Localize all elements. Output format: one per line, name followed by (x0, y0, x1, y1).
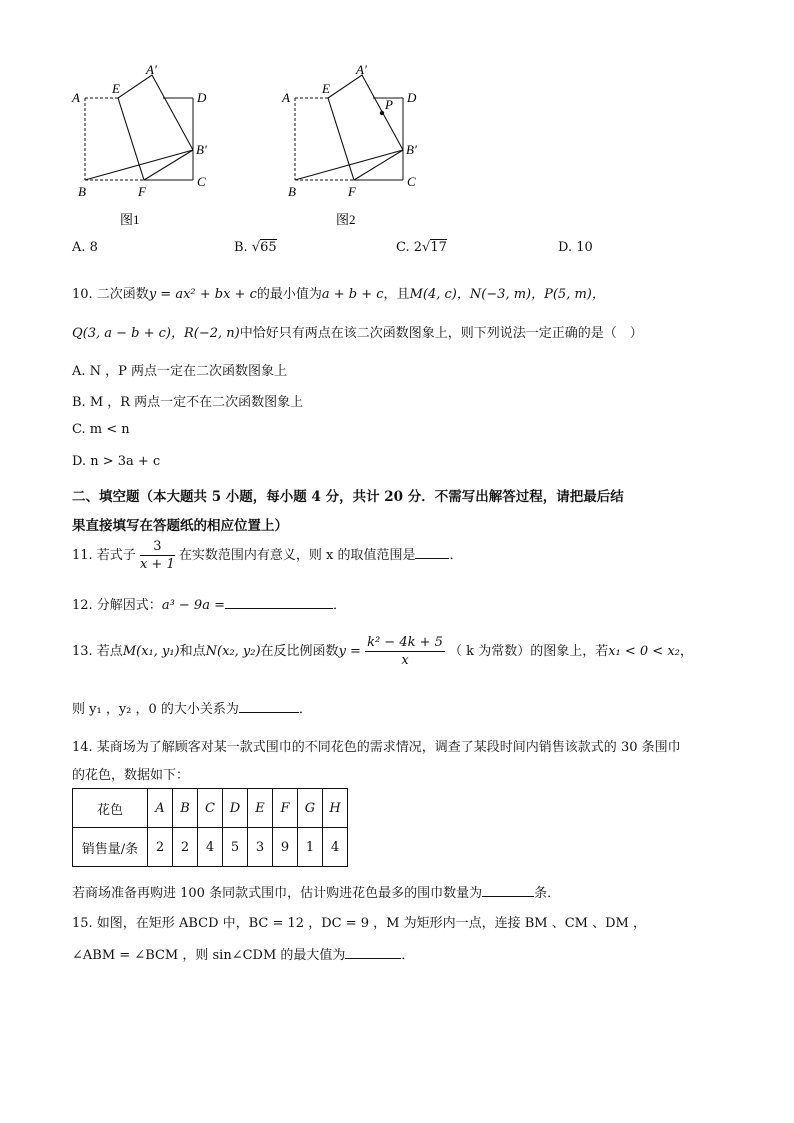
table-cell: 销售量/条 (73, 828, 148, 867)
label-C: C (407, 174, 416, 189)
q13-mid: 在反比例函数 (260, 644, 339, 659)
q13-line-2-text: 则 y₁ ，y₂ ，0 的大小关系为 (72, 702, 239, 717)
q9-option-b-radicand: 65 (260, 240, 277, 255)
q13-answer-blank (239, 699, 299, 713)
label-E: E (322, 81, 330, 96)
figure-1-caption: 图1 (120, 212, 140, 227)
label-A: A (282, 90, 290, 105)
q13-fraction (365, 636, 445, 667)
table-cell: C (198, 789, 223, 828)
table-cell: 4 (323, 828, 348, 867)
q9-option-c-radicand: 17 (430, 240, 447, 255)
q13-condition: x₁ < 0 < x₂ (608, 644, 680, 659)
q13-line-1 (72, 636, 693, 667)
q11-fraction (140, 540, 175, 571)
q10-line-2 (72, 322, 643, 341)
q14-answer-blank (482, 883, 534, 897)
q10-prefix: 10. 二次函数 (72, 287, 149, 302)
q14-line-1: 14. 某商场为了解顾客对某一款式围巾的不同花色的需求情况，调查了某段时间内销售该款式的 30 条围巾 (72, 740, 681, 755)
q13-denominator: x (401, 653, 409, 668)
q14-question (72, 882, 560, 901)
q10-tail: ，且 (383, 287, 410, 302)
q11 (72, 540, 462, 571)
table-cell: H (323, 789, 348, 828)
table-cell: 4 (198, 828, 223, 867)
label-D: D (197, 90, 207, 105)
q13-and: 和点 (179, 644, 206, 659)
q9-option-c (396, 240, 447, 255)
label-P: P (385, 97, 393, 112)
q9-option-c-label: C. (396, 240, 410, 255)
q10-option-a: A. N ，P 两点一定在二次函数图象上 (72, 364, 288, 379)
section-2-heading-line-1: 二、填空题（本大题共 5 小题，每小题 4 分，共计 20 分．不需写出解答过程，请把最后结 (72, 489, 624, 505)
table-cell: 1 (298, 828, 323, 867)
table-cell: 2 (148, 828, 173, 867)
table-row (73, 789, 348, 828)
q10-min-value: a + b + c (321, 287, 384, 302)
figure-1-diagram (60, 58, 240, 233)
q10-function: y = ax² + bx + c (148, 287, 257, 302)
q9-option-a: A. 8 (72, 240, 98, 255)
table-cell: 5 (223, 828, 248, 867)
table-cell: G (298, 789, 323, 828)
q10-line-1 (72, 283, 605, 302)
table-cell: E (248, 789, 273, 828)
q10-points-1: M(4, c)，N(−3, m)，P(5, m)， (409, 287, 605, 302)
sales-table (72, 788, 348, 867)
q13-numerator: k² − 4k + 5 (367, 635, 443, 650)
figure-2 (270, 58, 450, 237)
q13-line-2 (72, 698, 312, 717)
table-cell: F (273, 789, 298, 828)
label-A-prime: A′ (356, 62, 367, 77)
table-cell: D (223, 789, 248, 828)
q10-option-d: D. n > 3a + c (72, 454, 161, 469)
figure-2-caption: 图2 (336, 212, 356, 227)
figure-2-diagram (270, 58, 450, 233)
table-row (73, 828, 348, 867)
figure-1 (60, 58, 240, 237)
q13-paren: （ k 为常数）的图象上，若 (449, 644, 609, 659)
q11-end: ． (449, 548, 463, 563)
q10-line-2-tail: 中恰好只有两点在该二次函数图象上，则下列说法一定正确的是（ ） (239, 326, 643, 341)
q12-answer-blank (225, 595, 333, 609)
q15-line-2 (72, 944, 414, 963)
q13-point-m: M(x₁, y₁) (122, 644, 180, 659)
table-cell: 3 (248, 828, 273, 867)
q13-y-equals: y = (338, 644, 361, 659)
q14-unit: 条． (534, 886, 561, 901)
table-cell: B (173, 789, 198, 828)
label-F: F (348, 184, 356, 199)
sqrt-symbol: √ (422, 240, 431, 255)
q15-line-1: 15. 如图，在矩形 ABCD 中，BC = 12 ，DC = 9 ，M 为矩形内一点，连接 BM 、CM 、DM ， (72, 916, 646, 931)
q9-option-d: D. 10 (558, 240, 593, 255)
q11-suffix: 在实数范围内有意义，则 x 的取值范围是 (178, 548, 416, 563)
section-2-heading-line-2: 果直接填写在答题纸的相应位置上） (72, 518, 288, 534)
label-A: A (72, 90, 80, 105)
q10-mid: 的最小值为 (256, 287, 322, 302)
q9-option-b-label: B. (234, 240, 248, 255)
label-B: B (288, 184, 296, 199)
label-F: F (138, 184, 146, 199)
table-cell: 2 (173, 828, 198, 867)
q12-expression: a³ − 9a = (161, 598, 225, 613)
label-B-prime: B′ (196, 142, 207, 157)
q12-end: ． (332, 598, 346, 613)
label-E: E (112, 81, 120, 96)
q13-end: ． (298, 702, 312, 717)
label-B: B (78, 184, 86, 199)
label-C: C (197, 174, 206, 189)
q11-numerator: 3 (140, 540, 175, 556)
q11-prefix: 11. 若式子 (72, 548, 136, 563)
label-B-prime: B′ (406, 142, 417, 157)
table-cell: 9 (273, 828, 298, 867)
q10-option-b: B. M ，R 两点一定不在二次函数图象上 (72, 395, 304, 410)
label-A-prime: A′ (146, 62, 157, 77)
q12-prefix: 12. 分解因式： (72, 598, 162, 613)
table-cell: A (148, 789, 173, 828)
q9-option-c-coef: 2 (413, 240, 423, 255)
q13-comma: ， (679, 644, 693, 659)
q15-line-2-text: ∠ABM = ∠BCM ，则 sin∠CDM 的最大值为 (72, 948, 346, 963)
table-cell: 花色 (73, 789, 148, 828)
q11-denominator: x + 1 (139, 557, 175, 572)
q12 (72, 594, 346, 613)
q11-answer-blank (415, 545, 449, 559)
q15-end: ． (401, 948, 415, 963)
sqrt-symbol: √ (251, 240, 261, 255)
q15-answer-blank (345, 945, 401, 959)
q14-line-2: 的花色，数据如下： (72, 768, 190, 783)
q13-point-n: N(x₂, y₂) (205, 644, 261, 659)
label-D: D (407, 90, 417, 105)
q10-points-2: Q(3, a − b + c)，R(−2, n) (72, 326, 240, 341)
q13-prefix: 13. 若点 (72, 644, 123, 659)
q14-after-text: 若商场准备再购进 100 条同款式围巾，估计购进花色最多的围巾数量为 (72, 886, 483, 901)
q10-option-c: C. m < n (72, 422, 130, 437)
q9-option-b (234, 240, 277, 255)
